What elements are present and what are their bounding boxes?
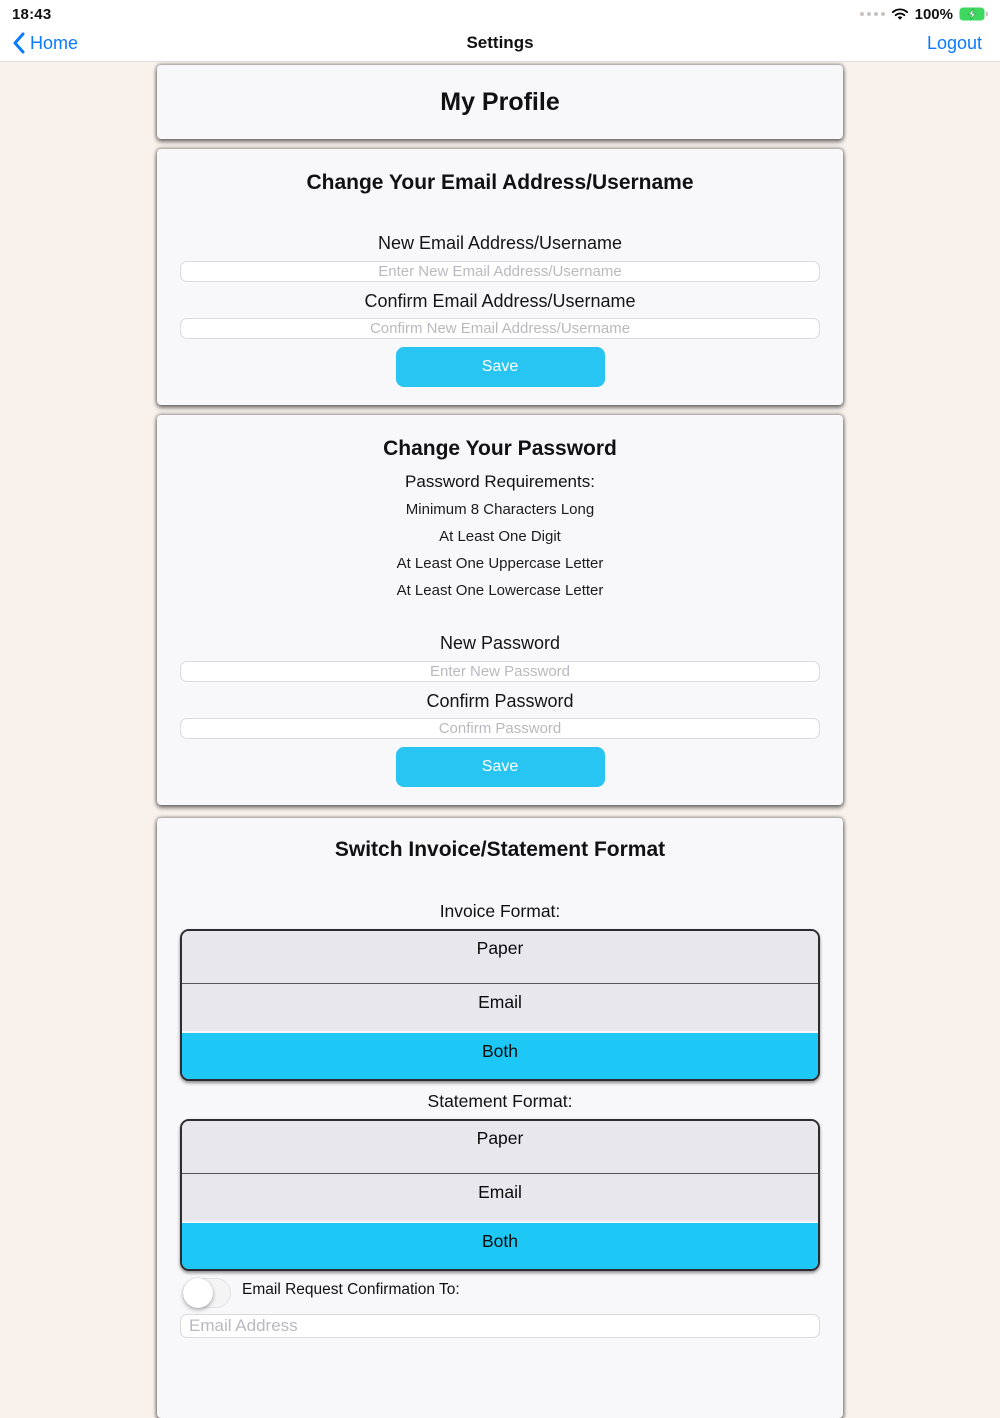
page-title: Settings bbox=[466, 33, 534, 52]
status-bar bbox=[0, 0, 1000, 24]
statement-format-option-both[interactable]: Both bbox=[182, 1221, 818, 1269]
top-bar bbox=[0, 0, 1000, 62]
email-save-button[interactable]: Save bbox=[396, 347, 605, 387]
change-email-title: Change Your Email Address/Username bbox=[306, 171, 694, 194]
confirm-email-input[interactable] bbox=[180, 318, 820, 339]
battery-charging-icon bbox=[959, 7, 988, 21]
password-save-button[interactable]: Save bbox=[396, 747, 605, 787]
invoice-format-option-email[interactable]: Email bbox=[182, 983, 818, 1031]
back-home-button[interactable] bbox=[12, 32, 78, 54]
chevron-left-icon bbox=[12, 32, 25, 54]
battery-percent-text: 100% bbox=[914, 5, 953, 23]
new-password-input[interactable] bbox=[180, 661, 820, 682]
my-profile-card bbox=[157, 65, 843, 139]
cellular-signal-icon bbox=[860, 12, 885, 16]
new-password-label: New Password bbox=[439, 633, 561, 653]
confirmation-email-input[interactable] bbox=[180, 1314, 820, 1338]
password-requirement: At Least One Uppercase Letter bbox=[396, 555, 604, 572]
new-email-label: New Email Address/Username bbox=[377, 233, 623, 253]
back-home-label: Home bbox=[30, 32, 79, 53]
navigation-bar bbox=[0, 24, 1000, 62]
status-time: 18:43 bbox=[12, 5, 52, 23]
email-confirmation-toggle[interactable] bbox=[183, 1278, 231, 1308]
logout-button[interactable]: Logout bbox=[926, 32, 982, 53]
toggle-knob bbox=[183, 1278, 213, 1308]
email-confirmation-toggle-label: Email Request Confirmation To: bbox=[242, 1281, 460, 1298]
invoice-format-picker bbox=[180, 929, 820, 1081]
invoice-format-label: Invoice Format: bbox=[439, 901, 561, 921]
new-email-input[interactable] bbox=[180, 261, 820, 282]
statement-format-option-email[interactable]: Email bbox=[182, 1173, 818, 1221]
change-password-card bbox=[157, 415, 843, 805]
invoice-statement-format-card bbox=[157, 818, 843, 1418]
confirm-password-input[interactable] bbox=[180, 718, 820, 739]
password-requirement: At Least One Lowercase Letter bbox=[396, 582, 604, 599]
password-requirement: At Least One Digit bbox=[439, 528, 561, 545]
password-requirement: Minimum 8 Characters Long bbox=[405, 501, 595, 518]
invoice-format-option-paper[interactable]: Paper bbox=[182, 931, 818, 983]
change-email-card bbox=[157, 149, 843, 405]
invoice-format-option-both[interactable]: Both bbox=[182, 1031, 818, 1079]
statement-format-picker bbox=[180, 1119, 820, 1271]
confirm-email-label: Confirm Email Address/Username bbox=[364, 291, 636, 311]
format-card-title: Switch Invoice/Statement Format bbox=[334, 838, 666, 861]
statement-format-label: Statement Format: bbox=[427, 1091, 573, 1111]
change-password-title: Change Your Password bbox=[383, 437, 617, 460]
wifi-icon bbox=[891, 7, 909, 21]
statement-format-option-paper[interactable]: Paper bbox=[182, 1121, 818, 1173]
confirm-password-label: Confirm Password bbox=[426, 691, 574, 711]
my-profile-title: My Profile bbox=[440, 87, 560, 116]
password-requirements-title: Password Requirements: bbox=[405, 472, 595, 491]
